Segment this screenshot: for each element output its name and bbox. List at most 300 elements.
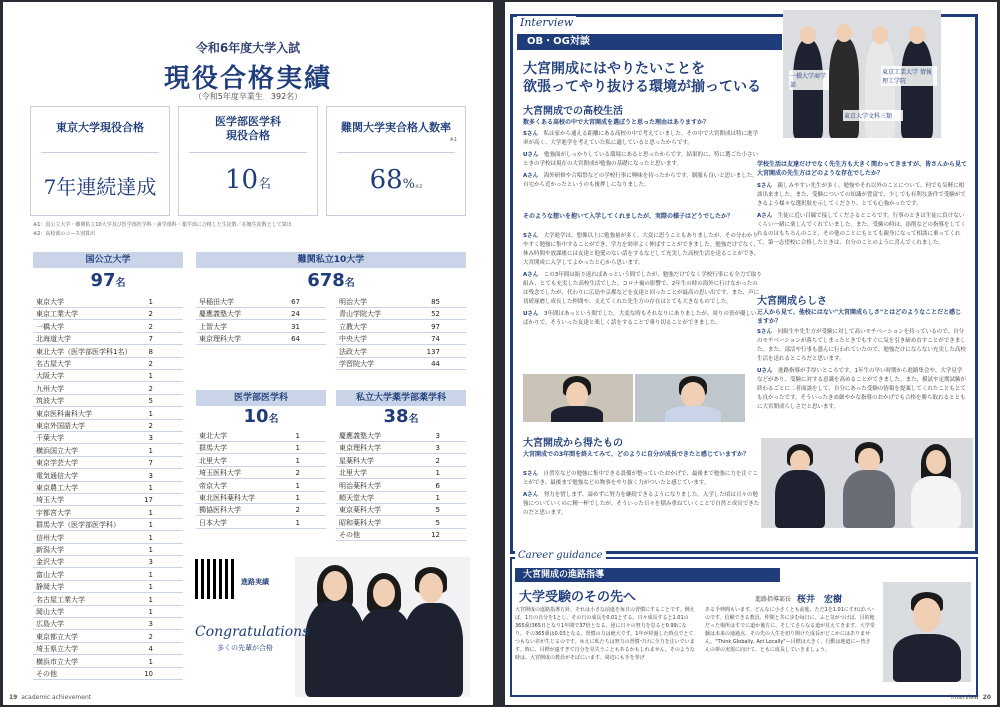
list-row [336, 296, 466, 308]
row-school: その他 [339, 531, 360, 540]
pharma-total [336, 406, 466, 427]
speaker: Aさん [523, 272, 539, 278]
subtitle: （令和5年度卒業生 392名） [193, 92, 303, 101]
list-row [33, 643, 183, 655]
row-count: 2 [148, 422, 153, 430]
ob-face [909, 26, 925, 44]
private-total-value: 678 [307, 270, 345, 291]
row-school: 新潟大学 [36, 546, 64, 554]
list-row [33, 556, 183, 568]
row-count: 1 [148, 657, 153, 666]
qr-label: 進路実績 [241, 578, 269, 586]
list-row [336, 529, 466, 541]
row-school: 東京学芸大学 [36, 459, 78, 468]
answer-text: 生徒に近い目線で接してくださるところです。行事のときは生徒に負けないくらい一緒に楽しんでくれていました。また、受験の時は、添削などの指導をしてくれるのはもちろんのこと、その他のことにもとても親身になって相談に乗ってくれて、第一志望校に合格したときは、自分のことのように喜んでくれました。 [757, 213, 967, 246]
guide-tag: 大宮開成の進路指導 [515, 568, 780, 582]
row-count: 1 [435, 469, 440, 478]
stat-value: 10 [224, 165, 259, 195]
guide-headline: 大学受験のその先へ [519, 590, 637, 605]
row-count: 85 [431, 298, 440, 306]
list-row [33, 395, 183, 407]
row-count: 2 [435, 456, 440, 465]
row-school: 東京理科大学 [339, 444, 381, 453]
ob-figure [865, 40, 895, 138]
national-total-unit: 名 [115, 278, 126, 289]
list-row [33, 569, 183, 581]
student-body [911, 476, 961, 528]
answer [757, 182, 967, 209]
list-row [196, 517, 326, 529]
row-count: 3 [148, 558, 153, 567]
row-count: 52 [431, 310, 440, 319]
row-count: 5 [435, 506, 440, 515]
list-row [336, 346, 466, 358]
list-row [336, 504, 466, 516]
answer-text: 3年間はあっという間でした。大変な時もそれなりにありましたが、周りの皆が優しい人ばかりで、そういった友達と楽しく話をすることで乗り切ることができました。 [523, 311, 762, 326]
row-count: 1 [295, 481, 300, 490]
speaker: Sさん [757, 329, 772, 335]
row-count: 1 [295, 444, 300, 453]
left-page [3, 2, 493, 705]
answer [757, 212, 967, 248]
list-row [336, 492, 466, 504]
list-row [336, 308, 466, 320]
row-school: 名古屋工業大学 [36, 595, 85, 604]
row-count: 2 [148, 310, 153, 319]
stat-rule [337, 152, 455, 153]
row-school: 獨協医科大学 [199, 506, 241, 515]
answer-text: 自習室などの勉強に集中できる設備が整っていたおかげで、最後まで勉強に力を注ぐことができ、最後まで勉強などの物事をやり抜く力がついたと感じています。 [523, 471, 758, 486]
row-count: 6 [435, 481, 440, 490]
stat-rule [189, 152, 307, 153]
ob-figure [901, 40, 933, 138]
row-count: 24 [291, 310, 300, 319]
student-face [681, 382, 705, 408]
speaker: Uさん [523, 152, 539, 158]
student-face [566, 382, 588, 408]
guide-paragraph-1: 大宮開成の進路指導方針、それは小さな前進を毎日の習慣にすることです。例えば、1日の自分を1とし、その日の成長を0.01とする。日々成長すると1.01の365乗(365日となり1年間で37倍となる。逆に日々の努力を怠ると0.99になり、その365乗は0.03となる。習慣の力は絶大です。1年が経過した時点でとてつもない差が生じるのです。ゆえに私たちは努力の習慣づけに全力を注いでいます。時に、目標が遠すぎて自分を見失うこともあるかもしれません。そのような時は、大宮開成の教員がそばにいます。周辺にも手を挙げ [515, 607, 695, 661]
list-row [336, 467, 466, 479]
headline-2: 欲張ってやり抜ける環境が揃っている [523, 79, 761, 95]
answer [523, 172, 763, 190]
speaker: Sさん [523, 131, 538, 137]
row-count: 3 [148, 620, 153, 629]
stat-unit: % [402, 177, 416, 192]
list-row [33, 656, 183, 668]
stat-value: 7年連続達成 [43, 175, 157, 199]
list-row [33, 370, 183, 382]
row-count: 2 [148, 632, 153, 641]
row-school: 九州大学 [36, 384, 64, 393]
speaker: Aさん [757, 213, 773, 219]
row-count: 1 [148, 298, 153, 306]
answer-text: 進路指導が手厚いところです。1年生の早い時期から進路集会や、大学見学などがあり、受験に対する意識を高めることができました。また、模試や定期試験が終わるごとに二者面談をして、自分にあった受験の情報を提案してくれたこともとても良かったです。そういったきめ細やかな指導のおかげでも合格を勝ち取れるとともに大宮開成らしさだと思います。 [757, 368, 967, 410]
footer-page-num [9, 694, 91, 701]
student-face [323, 571, 347, 601]
row-school: 北里大学 [199, 456, 227, 465]
row-count: 74 [431, 335, 440, 344]
teacher-name: 桜井 宏樹 [797, 595, 843, 605]
row-count: 7 [148, 459, 153, 468]
row-count: 5 [148, 397, 153, 406]
list-row [196, 504, 326, 516]
student-face [790, 450, 810, 472]
row-school: 名古屋大学 [36, 360, 71, 368]
teacher-role: 進路指導部長 [755, 596, 792, 603]
answer-text: 同級生や先生方が受験に対して高いモチベーションを持っているので、自分のモチベーションが落ちてしまったときでもすぐに気を引き締め直すことができました。また、部活や行事も盛んに行われていたので、勉強だけにならない充実した高校生活を送れるところだと思います。 [757, 329, 966, 362]
row-school: 立教大学 [339, 322, 367, 331]
congrats-text: Congratulations [195, 624, 310, 640]
row-count: 1 [295, 432, 300, 440]
ob-tag: OB・OG対談 [517, 34, 782, 50]
s3-question: 学校生活は友達だけでなく先生方も大きく関わってきますが、皆さんから見て大宮開成の先生方はどのような存在でしたか？ [757, 161, 967, 177]
list-row [196, 480, 326, 492]
row-school: 北里大学 [339, 469, 367, 478]
stat-value: 68 [369, 165, 403, 195]
students-photo [295, 557, 470, 697]
row-count: 1 [148, 546, 153, 554]
row-count: 3 [148, 434, 153, 443]
note-2: ※2：高校部のコース別算出 [33, 231, 96, 237]
answer-text: 努力を惜しまず、諦めずに努力を継続できるようになりました。入学した頃は日々の勉強についていくのに精一杯でしたが、そういった日々を積み重ねていくことで自然と成長できたのだと思います。 [523, 492, 760, 516]
row-count: 2 [148, 360, 153, 368]
students-walk-photo [761, 438, 973, 528]
student-photo-1 [523, 374, 633, 422]
row-school: 広島大学 [36, 620, 64, 629]
main-title: 現役合格実績 [163, 64, 332, 94]
stat-value-wrap [327, 165, 465, 195]
guide-script: Career guidance [515, 550, 606, 561]
row-count: 7 [148, 335, 153, 344]
row-school: 横浜国立大学 [36, 446, 78, 455]
list-row [196, 333, 326, 345]
student-face [419, 573, 443, 603]
row-count: 2 [148, 322, 153, 331]
footer-label: interview [951, 694, 979, 701]
list-row [196, 308, 326, 320]
private-band: 難関私立10大学 [196, 252, 466, 268]
pharma-band: 私立大学薬学部薬学科 [336, 390, 466, 406]
student-face [926, 450, 946, 474]
row-school: 法政大学 [339, 347, 367, 356]
row-school: 明治薬科大学 [339, 481, 381, 490]
teacher-photo [883, 582, 971, 682]
list-row [33, 470, 183, 482]
s4-title: 大宮開成らしさ [757, 296, 827, 307]
row-count: 1 [148, 608, 153, 616]
row-count: 2 [295, 469, 300, 478]
row-school: 東京外国語大学 [36, 422, 85, 430]
row-school: 信州大学 [36, 533, 64, 542]
s1-question: 数多くある高校の中で大宮開成を選ぼうと思った理由はありますか？ [523, 119, 710, 126]
row-school: 昭和薬科大学 [339, 518, 381, 527]
stat-note-mark-2: ※2 [415, 184, 423, 190]
answer [523, 232, 763, 268]
list-row [196, 430, 326, 442]
list-row [196, 467, 326, 479]
student-body [403, 603, 463, 697]
list-row [33, 594, 183, 606]
row-count: 3 [148, 471, 153, 480]
list-row [196, 321, 326, 333]
row-count: 3 [435, 444, 440, 453]
row-school: 群馬大学（医学部医学科） [36, 521, 120, 530]
row-count: 1 [148, 521, 153, 530]
row-count: 17 [144, 496, 153, 505]
national-total-value: 97 [90, 270, 116, 291]
row-school: 東北医科薬科大学 [199, 494, 255, 502]
student-body [665, 406, 721, 422]
answer-text: 親しみやすい先生が多く、勉強やそれ以外のことについて、何でも気軽に相談出来ました。また、受験についての知識が豊富で、少しでも有利な条件で受験ができるよう様々な選択肢を示してくださり、とても心強かったです。 [757, 183, 966, 207]
s2-question: 大宮開成での3年間を終えてみて、どのように自分が成長できたと感じていますか？ [523, 451, 750, 458]
row-school: その他 [36, 670, 57, 678]
medical-band: 医学部医学科 [196, 390, 326, 406]
row-count: 1 [148, 570, 153, 579]
list-row [33, 383, 183, 395]
row-school: 明治大学 [339, 298, 367, 306]
row-school: 千葉大学 [36, 434, 64, 443]
row-school: 東北大学（医学部医学科1名） [36, 347, 132, 356]
student-body [843, 470, 895, 528]
row-count: 2 [295, 506, 300, 515]
guide-paragraph-2: ある手伸間もいます。どんなに小さくとも前進、ただ1を1.01にすればいいのです。信頼できる教員、仲間と共に歩む毎日に、ふと気がつけば、目的地だった場所はすでに道か後方に、そしてさらなる道が見えてきます。大学受験は未来の通過点、その先の人生を切り開けた成長がどこかにはありません。"Think Globally, Act Locally"ー目標は大きく、行動は地道にー皆さんの夢の実現に向けて、ともに成長していきましょう。 [705, 607, 875, 653]
note-1: ※1：国公立大学・難関私立10大学及び医学部医学科・歯学部科・薬学部に合格した生徒数／在籍生徒数として算出 [33, 222, 292, 228]
answer [757, 328, 967, 364]
row-count: 8 [148, 347, 153, 356]
row-count: 1 [295, 494, 300, 502]
ob-group-photo [783, 10, 941, 138]
list-row [33, 532, 183, 544]
row-school: 帝京大学 [199, 481, 227, 490]
row-count: 31 [291, 322, 300, 331]
list-row [196, 442, 326, 454]
row-school: 北海道大学 [36, 335, 71, 344]
row-count: 44 [431, 360, 440, 368]
row-school: 岡山大学 [36, 608, 64, 616]
row-count: 64 [291, 335, 300, 344]
stat-rate [326, 106, 466, 216]
row-count: 1 [295, 518, 300, 527]
row-count: 67 [291, 298, 300, 306]
list-row [196, 492, 326, 504]
row-count: 1 [148, 508, 153, 517]
footer-page-num [951, 694, 991, 701]
right-page [505, 2, 997, 705]
row-school: 埼玉大学 [36, 496, 64, 505]
list-row [33, 308, 183, 320]
row-count: 1 [148, 583, 153, 592]
speaker: Uさん [757, 368, 773, 374]
teacher-face [913, 598, 941, 632]
row-count: 137 [426, 347, 440, 356]
row-school: 横浜市立大学 [36, 657, 78, 666]
medical-total-value: 10 [243, 406, 269, 427]
list-row [33, 321, 183, 333]
row-school: 慶應義塾大学 [199, 310, 241, 319]
speaker: Aさん [523, 492, 539, 498]
speaker: Sさん [523, 233, 538, 239]
stat-unit: 名 [258, 177, 272, 192]
speaker: Uさん [523, 311, 539, 317]
list-row [33, 445, 183, 457]
row-count: 1 [435, 494, 440, 502]
national-total [33, 270, 183, 291]
row-school: 東京大学 [36, 298, 64, 306]
qr-code[interactable] [195, 559, 235, 599]
row-count: 2 [148, 384, 153, 393]
row-school: 東北大学 [199, 432, 227, 440]
list-row [33, 507, 183, 519]
list-row [336, 358, 466, 370]
list-row [33, 457, 183, 469]
ob-face [800, 26, 816, 44]
list-row [33, 358, 183, 370]
list-row [196, 455, 326, 467]
speaker: Sさん [757, 183, 772, 189]
row-school: 順天堂大学 [339, 494, 374, 502]
row-school: 静岡大学 [36, 583, 64, 592]
photo-label-3: 東京大学文科三類 [843, 110, 903, 121]
interview-script: Interview [517, 16, 576, 29]
list-row [33, 333, 183, 345]
stat-head: 医学部医学科 現役合格 [215, 115, 281, 142]
row-count: 3 [435, 432, 440, 440]
speaker: Aさん [523, 173, 539, 179]
list-row [33, 631, 183, 643]
student-photo-2 [635, 374, 745, 422]
answer [523, 151, 763, 169]
speaker: Sさん [523, 471, 538, 477]
list-row [33, 618, 183, 630]
row-school: 慶應義塾大学 [339, 432, 381, 440]
row-school: 宇都宮大学 [36, 508, 71, 517]
student-body [551, 406, 603, 422]
s2-title: 大宮開成から得たもの [523, 438, 623, 449]
list-row [33, 494, 183, 506]
medical-total [196, 406, 326, 427]
list-row [336, 333, 466, 345]
list-row [33, 668, 183, 680]
congrats-sub: 多くの先輩が合格 [217, 644, 273, 652]
row-school: 早稲田大学 [199, 298, 234, 306]
row-school: 大阪大学 [36, 372, 64, 381]
row-school: 東京薬科大学 [339, 506, 381, 515]
row-school: 東京理科大学 [199, 335, 241, 344]
row-count: 1 [148, 595, 153, 604]
headline-1: 大宮開成にはやりたいことを [523, 61, 705, 77]
row-school: 日本大学 [199, 518, 227, 527]
list-row [33, 544, 183, 556]
photo-label-1: 一橋大学商学部 [789, 70, 829, 90]
ob-face [872, 26, 888, 44]
list-row [33, 346, 183, 358]
private-total [196, 270, 466, 291]
row-school: 筑波大学 [36, 397, 64, 406]
list-row [336, 442, 466, 454]
list-row [336, 455, 466, 467]
medical-total-unit: 名 [268, 414, 279, 425]
answer-text: 大学進学は、想像以上に勉強量が多く、大変に思うこともありましたが、その分わかりやすく勉強に集中することができ、学力を効率よく伸ばすことができました。勉強だけでなく、休み時間や放課後には友達と他愛のない話をするなどして充実した高校生活を送ることができ、大宮開成に入学してよかったと心から思います。 [523, 233, 760, 266]
stat-todai [30, 106, 170, 216]
s1-question-2: そのような想いを抱いて入学してくれましたが、実際の様子はどうでしたか？ [523, 213, 734, 220]
answer-text: 海外研修や合唱祭などの学校行事に興味を持ったからです。制服も良いと思いました。自宅から近かったというのも後押しになりました。 [523, 173, 758, 188]
s4-question: 三人から見て、他校にはない"大宮開成らしさ"とはどのようなことだと感じますか？ [757, 309, 962, 325]
footer-page: 19 [9, 694, 18, 701]
row-school: 中央大学 [339, 335, 367, 344]
list-row [336, 430, 466, 442]
list-row [33, 519, 183, 531]
stat-value-wrap [179, 165, 317, 195]
list-row [33, 606, 183, 618]
list-row [33, 581, 183, 593]
answer [523, 271, 763, 307]
row-count: 10 [144, 670, 153, 678]
row-school: 上智大学 [199, 322, 227, 331]
top-title: 令和6年度大学入試 [195, 41, 301, 55]
row-school: 富山大学 [36, 570, 64, 579]
answer-text: この3年間は振り返ればあっという間でしたが、勉強だけでなく学校行事にも全力で取り組み、とても充実した高校生活でした。コロナ禍の影響で、2年生の時の海外に行けなかったのは残念でしたが、代わりに広島や京都などを友達と回ったことが最高の思い出です。また、声に切磋琢磨し成長した仲間や、支えてくれた先生方の存在はとても大きなものでした。 [523, 272, 762, 305]
row-count: 12 [431, 531, 440, 540]
row-count: 97 [431, 322, 440, 331]
student-body [305, 601, 365, 697]
row-count: 1 [148, 484, 153, 492]
pharma-total-unit: 名 [408, 414, 419, 425]
ob-face [836, 24, 852, 42]
private-total-unit: 名 [344, 278, 355, 289]
list-row [336, 517, 466, 529]
row-school: 東京医科歯科大学 [36, 409, 92, 418]
row-count: 5 [435, 518, 440, 527]
teacher-body [893, 634, 961, 682]
answer-text: 勉強面がしっかりしている環境にあると思ったからです。結果的に、特に選ごた小さいときの学校は現在の大宮開成が勉強の基礎になったと思います。 [523, 152, 758, 167]
row-school: 星薬科大学 [339, 456, 374, 465]
stat-head: 東京大学現役合格 [56, 121, 144, 134]
row-school: 群馬大学 [199, 444, 227, 453]
student-body [775, 470, 825, 528]
row-school: 金沢大学 [36, 558, 64, 567]
row-school: 東京工業大学 [36, 310, 78, 319]
student-face [858, 448, 880, 472]
row-count: 1 [148, 446, 153, 455]
answer [523, 491, 763, 518]
row-count: 1 [295, 456, 300, 465]
row-count: 1 [148, 533, 153, 542]
row-school: 東京都立大学 [36, 632, 78, 641]
row-school: 青山学院大学 [339, 310, 381, 319]
row-school: 埼玉県立大学 [36, 645, 78, 654]
national-band: 国公立大学 [33, 252, 183, 268]
photo-label-2: 東京工業大学 情報理工学院 [881, 66, 937, 86]
list-row [33, 482, 183, 494]
row-count: 1 [148, 409, 153, 418]
stat-medical [178, 106, 318, 216]
answer-text: 私は家から通える距離にある高校の中で考えていました。その中で大宮開成は特に進学率が高く、大学進学を考えていた私に適していると思ったからです。 [523, 131, 758, 146]
row-school: 電気通信大学 [36, 471, 78, 480]
stat-note-mark-1: ※1 [449, 137, 457, 143]
answer [523, 310, 763, 328]
ob-figure [829, 38, 859, 138]
list-row [336, 321, 466, 333]
answer [523, 470, 763, 488]
row-school: 一橋大学 [36, 322, 64, 331]
row-school: 東京農工大学 [36, 484, 78, 492]
student-face [373, 579, 395, 607]
list-row [33, 296, 183, 308]
footer-label: academic achievement [21, 694, 92, 701]
row-count: 1 [148, 372, 153, 381]
stat-rule [41, 152, 159, 153]
answer [523, 130, 763, 148]
